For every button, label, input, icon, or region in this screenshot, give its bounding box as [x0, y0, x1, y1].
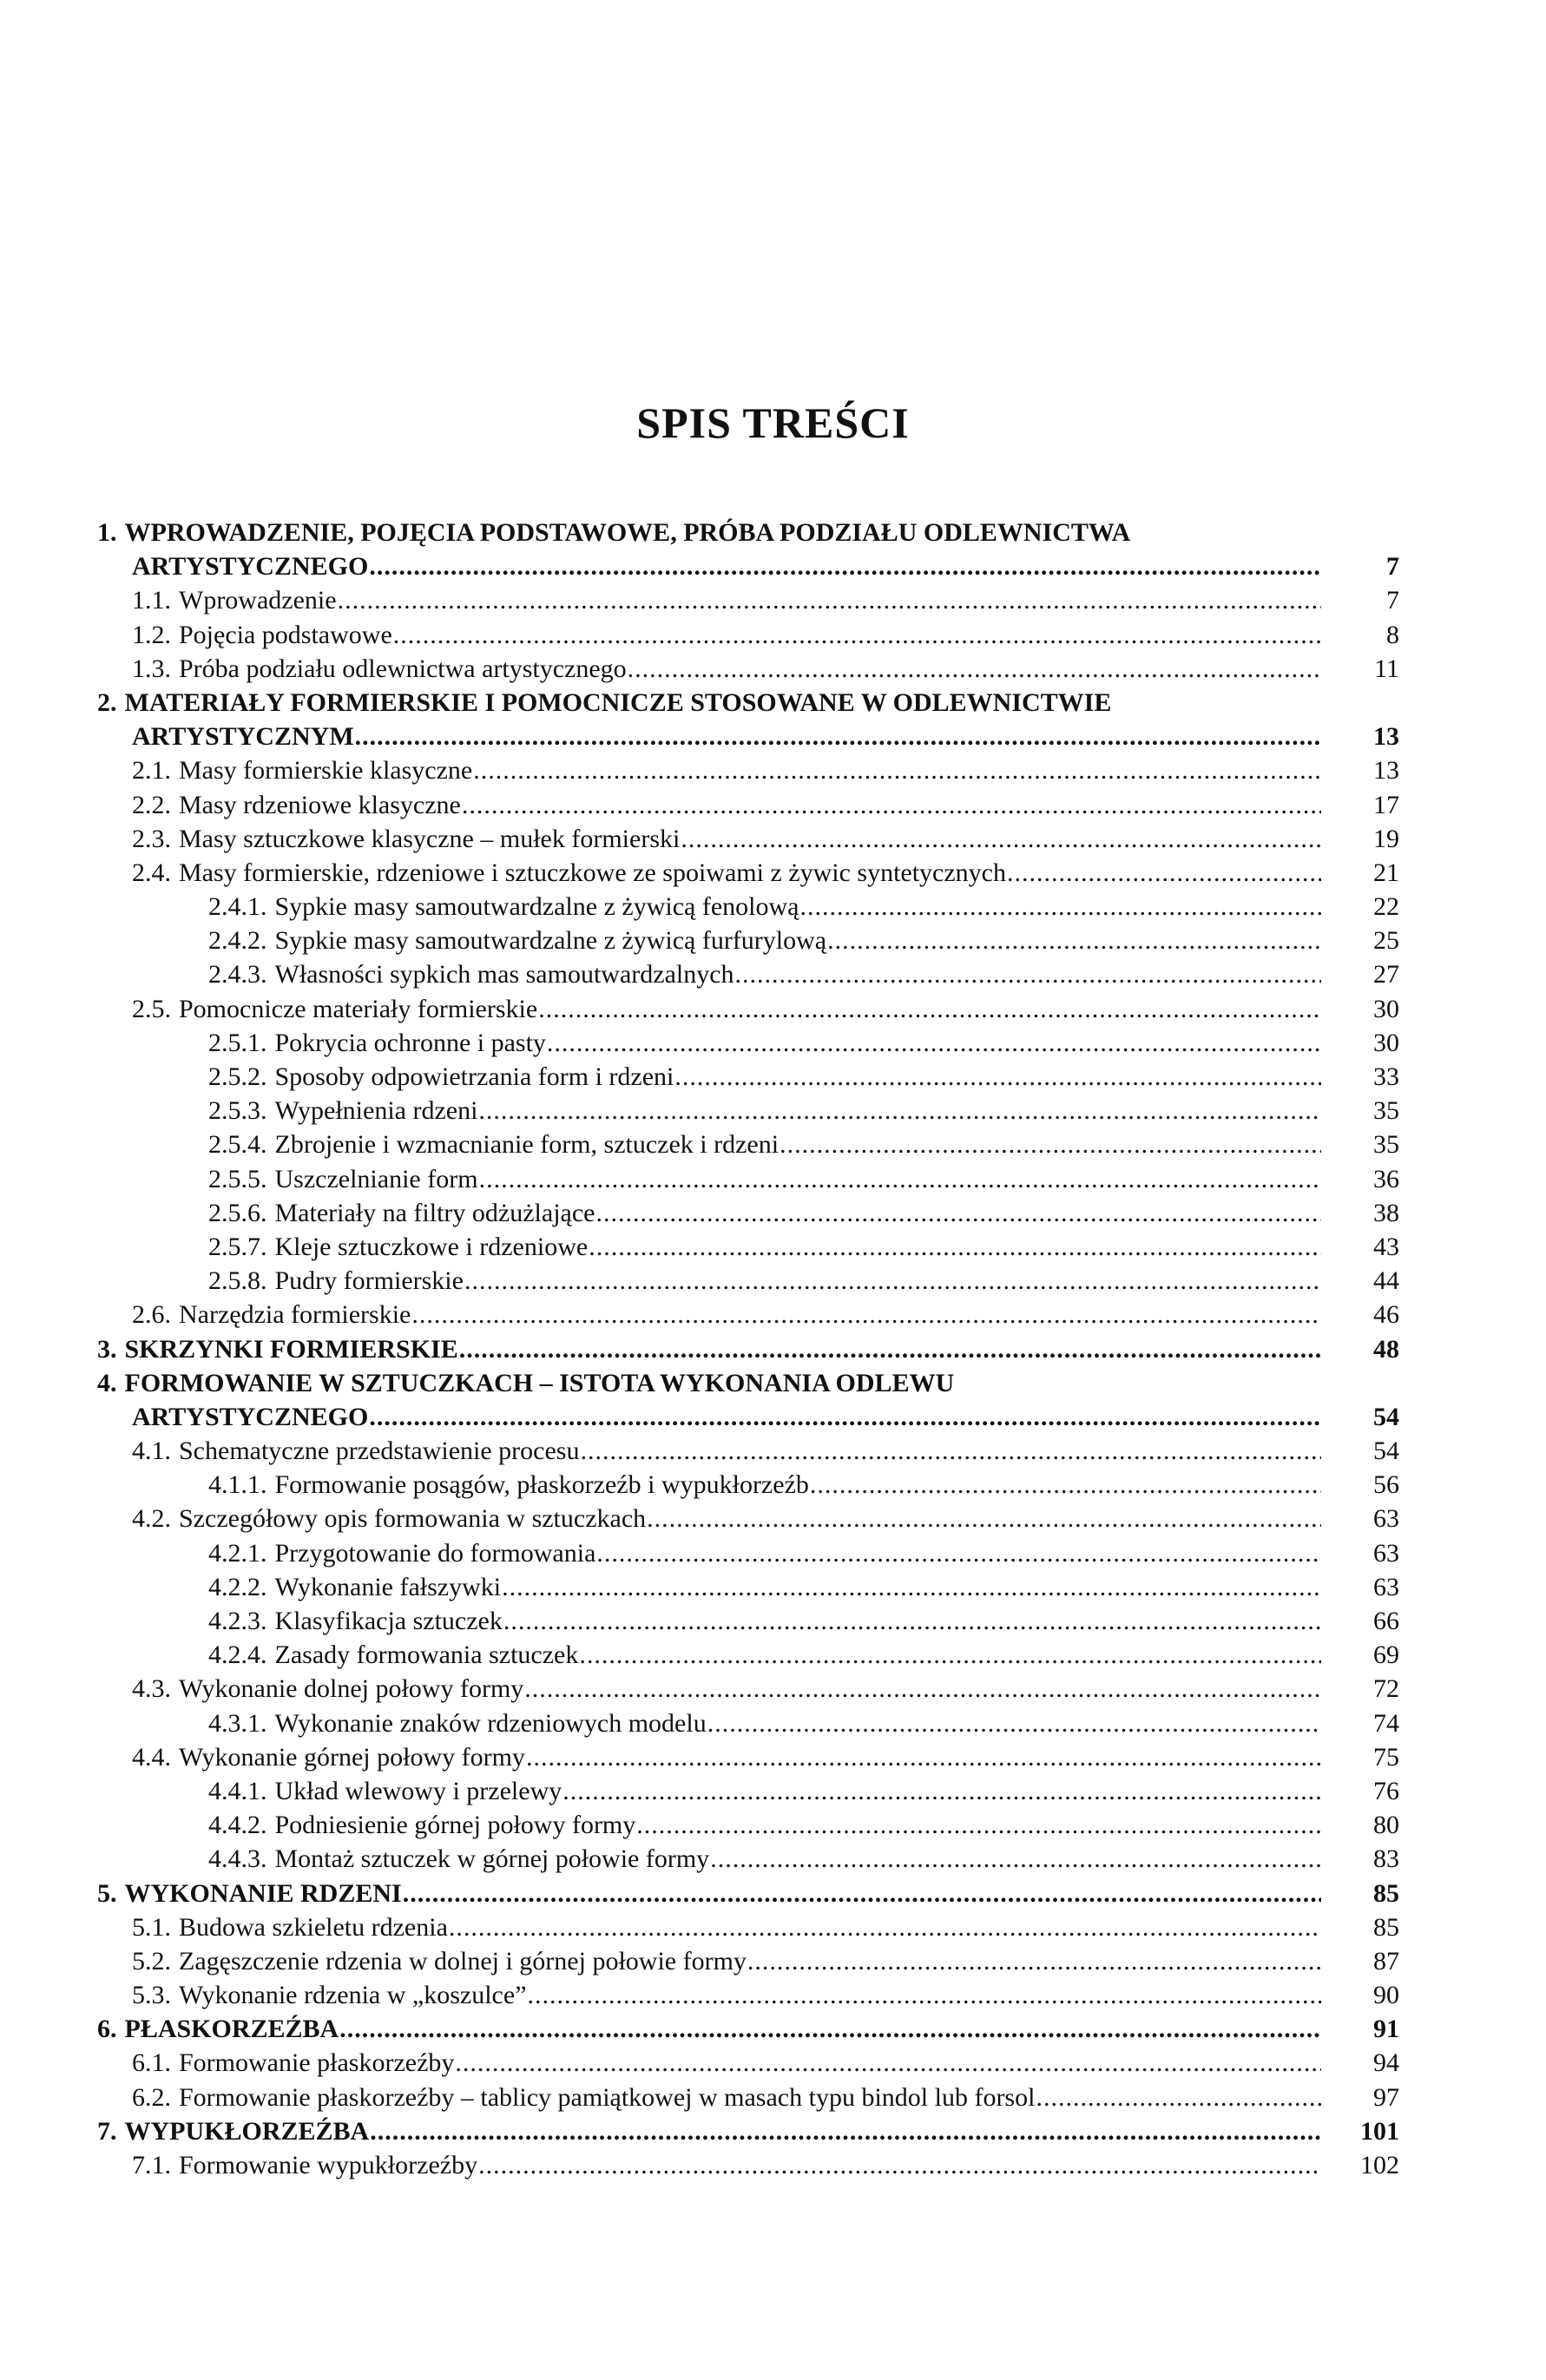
toc-entry-2-5-7[interactable]	[97, 1230, 1399, 1264]
toc-page-number: 90	[1373, 1981, 1399, 2010]
toc-chapter-7[interactable]	[97, 2114, 1399, 2148]
toc-number: 4.4.3.	[208, 1844, 267, 1874]
toc-page-number: 33	[1373, 1062, 1399, 1091]
toc-page-number: 7	[1386, 586, 1399, 615]
leader-dots	[747, 1944, 1321, 1978]
leader-dots	[681, 822, 1321, 856]
toc-title: WYKONANIE RDZENI	[124, 1878, 402, 1908]
leader-dots	[462, 788, 1321, 822]
leader-dots	[355, 720, 1321, 753]
toc-title: Zbrojenie i wzmacnianie form, sztuczek i rdzeni	[274, 1130, 780, 1160]
toc-number: 6.2.	[132, 2082, 171, 2112]
toc-entry-2-5-3[interactable]	[97, 1094, 1399, 1128]
toc-number: 4.2.2.	[208, 1572, 267, 1601]
toc-number: 2.6.	[132, 1300, 171, 1330]
toc-page-number: 38	[1373, 1198, 1399, 1227]
leader-dots	[1036, 2081, 1321, 2114]
toc-title: Masy sztuczkowe klasyczne – mułek formierski	[179, 824, 681, 853]
leader-dots	[636, 1808, 1321, 1842]
toc-title: Wykonanie fałszywki	[274, 1572, 502, 1601]
leader-dots	[502, 1570, 1321, 1604]
toc-number: 2.3.	[132, 824, 171, 853]
toc-title: Kleje sztuczkowe i rdzeniowe	[274, 1232, 589, 1261]
toc-number: 2.5.4.	[208, 1130, 267, 1160]
toc-entry-2-4-3[interactable]	[97, 957, 1399, 991]
leader-dots	[707, 1706, 1321, 1740]
toc-entry-4-4[interactable]	[97, 1740, 1399, 1774]
toc-number: 4.4.2.	[208, 1811, 267, 1840]
toc-title: WYPUKŁORZEŹBA	[124, 2116, 370, 2146]
leader-dots	[547, 1026, 1321, 1060]
toc-title: Podniesienie górnej połowy formy	[274, 1811, 636, 1840]
toc-number: 2.5.5.	[208, 1164, 267, 1193]
toc-page-number: 35	[1373, 1130, 1399, 1160]
toc-number: 6.	[97, 2015, 117, 2044]
leader-dots	[589, 1230, 1321, 1264]
toc-title: Szczegółowy opis formowania w sztuczkach	[179, 1504, 647, 1534]
leader-dots	[799, 890, 1321, 924]
toc-page-number: 48	[1373, 1334, 1399, 1364]
toc-page-number: 13	[1373, 756, 1399, 786]
toc-entry-1-2[interactable]	[97, 618, 1399, 652]
toc-page-number: 76	[1373, 1776, 1399, 1805]
toc-title: Masy formierskie klasyczne	[179, 756, 473, 786]
toc-page-number: 101	[1360, 2116, 1399, 2146]
toc-entry-5-1[interactable]	[97, 1910, 1399, 1944]
toc-number: 2.5.7.	[208, 1232, 267, 1261]
toc-title: Własności sypkich mas samoutwardzalnych	[274, 960, 734, 989]
toc-title: Zagęszczenie rdzenia w dolnej i górnej połowie formy	[179, 1946, 747, 1976]
leader-dots	[628, 652, 1321, 686]
toc-title: Wykonanie rdzenia w „koszulce”	[179, 1981, 527, 2010]
toc-title: Formowanie wypukłorzeźby	[179, 2151, 478, 2179]
toc-title: Formowanie posągów, płaskorzeźb i wypukłorzeźb	[274, 1470, 809, 1500]
leader-dots	[810, 1468, 1321, 1502]
leader-dots	[538, 992, 1321, 1026]
toc-title: Formowanie płaskorzeźby	[179, 2048, 455, 2078]
leader-dots	[411, 1298, 1321, 1331]
toc-chapter-4[interactable]	[97, 1400, 1399, 1434]
toc-title: Próba podziału odlewnictwa artystycznego	[179, 654, 627, 683]
toc-number: 4.4.1.	[208, 1776, 267, 1805]
toc-title: Wypełnienia rdzeni	[274, 1096, 478, 1126]
toc-entry-4-1-1[interactable]	[97, 1468, 1399, 1502]
leader-dots	[464, 1264, 1321, 1298]
leader-dots	[369, 549, 1321, 583]
toc-entry-6-2[interactable]	[97, 2081, 1399, 2114]
toc-entry-6-1[interactable]	[97, 2046, 1399, 2080]
toc-number: 4.3.1.	[208, 1708, 267, 1738]
toc-number: 3.	[97, 1334, 117, 1364]
leader-dots	[459, 1332, 1321, 1366]
toc-title: ARTYSTYCZNYM	[132, 722, 354, 752]
toc-number: 2.1.	[132, 756, 171, 786]
toc-entry-2-2[interactable]	[97, 788, 1399, 822]
toc-page-number: 11	[1374, 654, 1399, 683]
leader-dots	[595, 1196, 1321, 1230]
toc-page-number: 35	[1373, 1096, 1399, 1126]
toc-number: 1.3.	[132, 654, 171, 683]
leader-dots	[473, 753, 1321, 787]
toc-page-number: 63	[1373, 1538, 1399, 1568]
toc-entry-2-4[interactable]	[97, 856, 1399, 890]
toc-title: Sposoby odpowietrzania form i rdzeni	[274, 1062, 674, 1091]
leader-dots	[503, 1604, 1321, 1638]
toc-number: 4.3.	[132, 1674, 171, 1704]
toc-number: 2.5.8.	[208, 1266, 267, 1296]
leader-dots	[780, 1128, 1321, 1161]
toc-page-number: 44	[1373, 1266, 1399, 1296]
toc-number: 5.3.	[132, 1981, 171, 2010]
toc-number: 4.2.4.	[208, 1640, 267, 1670]
leader-dots	[403, 1877, 1321, 1910]
toc-title: Sypkie masy samoutwardzalne z żywicą fenolową	[274, 892, 799, 922]
toc-title: Masy formierskie, rdzeniowe i sztuczkowe ze spoiwami z żywic syntetycznych	[179, 858, 1006, 887]
toc-entry-4-4-3[interactable]	[97, 1842, 1399, 1876]
toc-entry-4-2-2[interactable]	[97, 1570, 1399, 1604]
toc-page-number: 63	[1373, 1504, 1399, 1534]
toc-page-number: 102	[1360, 2151, 1399, 2179]
toc-number: 2.2.	[132, 790, 171, 819]
toc-title: Układ wlewowy i przelewy	[274, 1776, 562, 1805]
toc-page-number: 19	[1373, 824, 1399, 853]
toc-entry-1-3[interactable]	[97, 652, 1399, 686]
toc-entry-4-2-1[interactable]	[97, 1536, 1399, 1570]
toc-number: 4.2.1.	[208, 1538, 267, 1568]
toc-title: Wykonanie znaków rdzeniowych modelu	[274, 1708, 707, 1738]
toc-number: 2.5.6.	[208, 1198, 267, 1227]
toc-page-number: 46	[1373, 1300, 1399, 1330]
leader-dots	[735, 957, 1321, 991]
toc-page-number: 66	[1373, 1607, 1399, 1635]
toc-number: 5.1.	[132, 1912, 171, 1942]
leader-dots	[370, 2114, 1321, 2148]
toc-title: Materiały na filtry odżużlające	[274, 1198, 595, 1227]
toc-number: 7.	[97, 2116, 117, 2146]
toc-number: 2.5.3.	[208, 1096, 267, 1126]
toc-number: 7.1.	[132, 2151, 171, 2179]
leader-dots	[710, 1842, 1321, 1876]
toc-entry-4-4-2[interactable]	[97, 1808, 1399, 1842]
toc-page-number: 54	[1373, 1437, 1399, 1466]
toc-chapter-2-heading	[97, 686, 1399, 720]
toc-title: Uszczelnianie form	[274, 1164, 478, 1193]
toc-entry-2-3[interactable]	[97, 822, 1399, 856]
toc-page-number: 74	[1373, 1708, 1399, 1738]
toc-title: Pomocnicze materiały formierskie	[179, 994, 538, 1023]
toc-number: 2.4.	[132, 858, 171, 887]
toc-number: 4.2.3.	[208, 1607, 267, 1635]
toc-entry-7-1[interactable]	[97, 2148, 1399, 2182]
toc-number: 2.4.3.	[208, 960, 267, 989]
toc-page-number: 87	[1373, 1946, 1399, 1976]
toc-page-number: 8	[1386, 620, 1399, 649]
toc-title: ARTYSTYCZNEGO	[132, 552, 369, 582]
toc-page-number: 72	[1373, 1674, 1399, 1704]
leader-dots	[528, 1978, 1321, 2012]
toc-chapter-6[interactable]	[97, 2012, 1399, 2046]
toc-chapter-3[interactable]	[97, 1332, 1399, 1366]
toc-entry-2-6[interactable]	[97, 1298, 1399, 1331]
toc-entry-2-5-1[interactable]	[97, 1026, 1399, 1060]
leader-dots	[526, 1740, 1321, 1774]
toc-page-number: 85	[1373, 1912, 1399, 1942]
toc-title: Schematyczne przedstawienie procesu	[179, 1437, 580, 1466]
toc-page-number: 17	[1373, 790, 1399, 819]
toc-page-number: 91	[1373, 2015, 1399, 2044]
toc-entry-2-5-5[interactable]	[97, 1162, 1399, 1196]
leader-dots	[479, 1162, 1321, 1196]
leader-dots	[579, 1638, 1321, 1672]
toc-number: 5.	[97, 1878, 117, 1908]
toc-page-number: 56	[1373, 1470, 1399, 1500]
toc-page-number: 85	[1373, 1878, 1399, 1908]
toc-number: 2.4.2.	[208, 926, 267, 956]
toc-title: Narzędzia formierskie	[179, 1300, 411, 1330]
toc-title: Klasyfikacja sztuczek	[274, 1607, 503, 1635]
toc-title: Montaż sztuczek w górnej połowie formy	[274, 1844, 710, 1874]
toc-number: 4.1.	[132, 1437, 171, 1466]
toc-number: 1.	[97, 518, 117, 547]
toc-entry-4-2-4[interactable]	[97, 1638, 1399, 1672]
leader-dots	[827, 924, 1321, 957]
toc-title: MATERIAŁY FORMIERSKIE I POMOCNICZE STOSOWANE W ODLEWNICTWIE	[124, 687, 1112, 717]
toc-page-number: 83	[1373, 1844, 1399, 1874]
toc-entry-4-1[interactable]	[97, 1434, 1399, 1468]
toc-page-number: 13	[1373, 722, 1399, 752]
toc-number: 2.5.	[132, 994, 171, 1023]
toc-number: 4.2.	[132, 1504, 171, 1534]
toc-entry-4-3-1[interactable]	[97, 1706, 1399, 1740]
toc-title: Przygotowanie do formowania	[274, 1538, 596, 1568]
toc-number: 2.	[97, 687, 117, 717]
leader-dots	[338, 583, 1321, 617]
toc-chapter-5[interactable]	[97, 1877, 1399, 1910]
toc-number: 4.1.1.	[208, 1470, 267, 1500]
toc-page-number: 43	[1373, 1232, 1399, 1261]
leader-dots	[674, 1060, 1321, 1094]
toc-entry-2-5[interactable]	[97, 992, 1399, 1026]
toc-page-number: 22	[1373, 892, 1399, 922]
toc-number: 4.4.	[132, 1742, 171, 1772]
toc-number: 4.	[97, 1368, 117, 1397]
toc-page-number: 27	[1373, 960, 1399, 989]
leader-dots	[339, 2012, 1321, 2046]
leader-dots	[478, 2148, 1321, 2182]
toc-number: 1.1.	[132, 586, 171, 615]
toc-entry-2-1[interactable]	[97, 753, 1399, 787]
toc-entry-4-4-1[interactable]	[97, 1774, 1399, 1808]
toc-entry-2-4-1[interactable]	[97, 890, 1399, 924]
toc-page-number: 94	[1373, 2048, 1399, 2078]
toc-entry-4-2[interactable]	[97, 1502, 1399, 1535]
toc-title: PŁASKORZEŹBA	[124, 2015, 339, 2044]
toc-title: Pudry formierskie	[274, 1266, 464, 1296]
leader-dots	[562, 1774, 1321, 1808]
toc-title: Formowanie płaskorzeźby – tablicy pamiątkowej w masach typu bindol lub forsol	[179, 2082, 1036, 2112]
toc-title: FORMOWANIE W SZTUCZKACH – ISTOTA WYKONANIA ODLEWU	[124, 1368, 955, 1397]
toc-number: 2.4.1.	[208, 892, 267, 922]
toc-entry-2-5-6[interactable]	[97, 1196, 1399, 1230]
toc-chapter-2[interactable]	[97, 720, 1399, 753]
toc-title: Zasady formowania sztuczek	[274, 1640, 579, 1670]
toc-chapter-4-heading	[97, 1366, 1399, 1400]
toc-title: ARTYSTYCZNEGO	[132, 1402, 369, 1431]
toc-title: Wykonanie górnej połowy formy	[179, 1742, 525, 1772]
toc-page-number: 30	[1373, 994, 1399, 1023]
toc-page-number: 63	[1373, 1572, 1399, 1601]
toc-entry-5-2[interactable]	[97, 1944, 1399, 1978]
toc-entry-4-2-3[interactable]	[97, 1604, 1399, 1638]
toc-title: Pojęcia podstawowe	[179, 620, 392, 649]
leader-dots	[1007, 856, 1321, 890]
leader-dots	[478, 1094, 1321, 1128]
toc-page-number: 36	[1373, 1164, 1399, 1193]
toc-title: Wykonanie dolnej połowy formy	[179, 1674, 524, 1704]
toc-page-number: 69	[1373, 1640, 1399, 1670]
toc-entry-2-5-2[interactable]	[97, 1060, 1399, 1094]
toc-entry-4-3[interactable]	[97, 1672, 1399, 1706]
toc-entry-2-4-2[interactable]	[97, 924, 1399, 957]
toc-chapter-1[interactable]	[97, 549, 1399, 583]
toc-page-number: 7	[1386, 552, 1399, 582]
toc-number: 1.2.	[132, 620, 171, 649]
leader-dots	[369, 1400, 1321, 1434]
leader-dots	[647, 1502, 1321, 1535]
toc-chapter-1-heading	[97, 516, 1399, 549]
toc-entry-1-1[interactable]	[97, 583, 1399, 617]
toc-title: Wprowadzenie	[179, 586, 337, 615]
table-of-contents	[97, 516, 1399, 2182]
leader-dots	[580, 1434, 1321, 1468]
page-title: SPIS TREŚCI	[636, 398, 910, 447]
toc-entry-2-5-4[interactable]	[97, 1128, 1399, 1161]
toc-title: SKRZYNKI FORMIERSKIE	[124, 1334, 458, 1364]
toc-number: 6.1.	[132, 2048, 171, 2078]
toc-number: 2.5.1.	[208, 1028, 267, 1057]
toc-number: 5.2.	[132, 1946, 171, 1976]
toc-title: WPROWADZENIE, POJĘCIA PODSTAWOWE, PRÓBA PODZIAŁU ODLEWNICTWA	[124, 518, 1131, 547]
toc-page-number: 25	[1373, 926, 1399, 956]
leader-dots	[393, 618, 1321, 652]
leader-dots	[524, 1672, 1321, 1706]
toc-page-number: 97	[1373, 2082, 1399, 2112]
leader-dots	[596, 1536, 1321, 1570]
toc-entry-2-5-8[interactable]	[97, 1264, 1399, 1298]
toc-title: Budowa szkieletu rdzenia	[179, 1912, 448, 1942]
toc-number: 2.5.2.	[208, 1062, 267, 1091]
leader-dots	[455, 2046, 1321, 2080]
toc-page-number: 54	[1373, 1402, 1399, 1431]
leader-dots	[449, 1910, 1321, 1944]
toc-title: Sypkie masy samoutwardzalne z żywicą furfurylową	[274, 926, 827, 956]
toc-page-number: 30	[1373, 1028, 1399, 1057]
toc-title: Masy rdzeniowe klasyczne	[179, 790, 461, 819]
toc-page-number: 80	[1373, 1811, 1399, 1840]
toc-entry-5-3[interactable]	[97, 1978, 1399, 2012]
toc-page-number: 21	[1373, 858, 1399, 887]
toc-title: Pokrycia ochronne i pasty	[274, 1028, 546, 1057]
toc-page-number: 75	[1373, 1742, 1399, 1772]
